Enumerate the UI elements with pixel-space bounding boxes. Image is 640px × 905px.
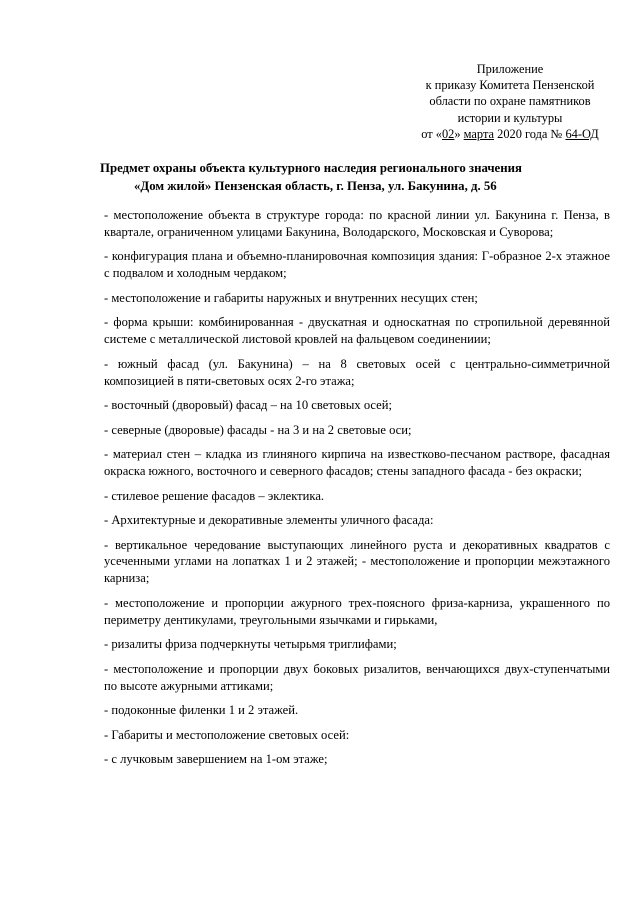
appendix-line: области по охране памятников: [429, 94, 591, 109]
body-paragraph: - местоположение и пропорции ажурного трех-поясного фриза-карниза, украшенного по периметру дентикулами, треугольными язычками и гирьками,: [104, 595, 610, 627]
appendix-day: 02: [441, 126, 455, 141]
appendix-year-number-label: 2020 года №: [494, 126, 566, 141]
document-body: [104, 207, 610, 776]
body-paragraph: - северные (дворовые) фасады - на 3 и на 2 световые оси;: [104, 422, 412, 437]
appendix-order-number: 64-ОД: [565, 126, 599, 141]
body-paragraph: - восточный (дворовый) фасад – на 10 световых осей;: [104, 398, 393, 413]
body-paragraph: - Габариты и местоположение световых осей:: [104, 727, 350, 742]
body-paragraph: - подоконные филенки 1 и 2 этажей.: [104, 703, 299, 718]
appendix-line: Приложение: [476, 62, 544, 76]
appendix-header: [400, 61, 620, 142]
body-paragraph: - местоположение объекта в структуре города: по красной линии ул. Бакунина г. Пенза, в квартале, ограниченном улицами Бакунина, Володарского, Московская и Суворова;: [104, 208, 610, 239]
body-paragraph: - местоположение и пропорции двух боковых ризалитов, венчающихся двух-ступенчатыми по высоте ажурными аттиками;: [104, 661, 610, 693]
body-paragraph: - стилевое решение фасадов – эклектика.: [104, 488, 325, 503]
appendix-date-prefix: от «: [421, 126, 442, 141]
body-paragraph: - материал стен – кладка из глиняного кирпича на известково-песчаном растворе, фасадная окраска южного, восточного и северного фасадов; стены западного фасада - без окраски;: [104, 447, 610, 479]
appendix-date-sep: »: [454, 126, 464, 141]
body-paragraph: - конфигурация плана и объемно-планировочная композиция здания: Г-образное 2-х этажное с подвалом и холодным чердаком;: [104, 249, 610, 281]
title-line-1: Предмет охраны объекта культурного наследия регионального значения: [100, 161, 522, 175]
body-paragraph: - южный фасад (ул. Бакунина) – на 8 световых осей с центрально-симметричной композицией в пяти-световых осях 2-го этажа;: [104, 356, 610, 388]
body-paragraph: - вертикальное чередование выступающих линейного руста и декоративных квадратов с усеченными углами на лопатках 1 и 2 этажей; - местоположение и пропорции межэтажного карниза;: [104, 537, 610, 586]
body-paragraph: - ризалиты фриза подчеркнуты четырьмя триглифами;: [104, 637, 397, 652]
appendix-month: марта: [463, 126, 495, 141]
appendix-order-line: [400, 126, 620, 142]
appendix-line: истории и культуры: [457, 110, 563, 125]
document-title: [100, 159, 590, 195]
body-paragraph: - местоположение и габариты наружных и внутренних несущих стен;: [104, 290, 478, 305]
appendix-line: к приказу Комитета Пензенской: [425, 78, 595, 93]
body-paragraph: - Архитектурные и декоративные элементы уличного фасада:: [104, 513, 434, 528]
body-paragraph: - форма крыши: комбинированная - двускатная и односкатная по стропильной деревянной системе с металлической листовой кровлей на фальцевом соединениии;: [104, 315, 610, 347]
title-line-2: «Дом жилой» Пензенская область, г. Пенза, ул. Бакунина, д. 56: [134, 179, 497, 193]
body-paragraph: - с лучковым завершением на 1-ом этаже;: [104, 752, 328, 767]
